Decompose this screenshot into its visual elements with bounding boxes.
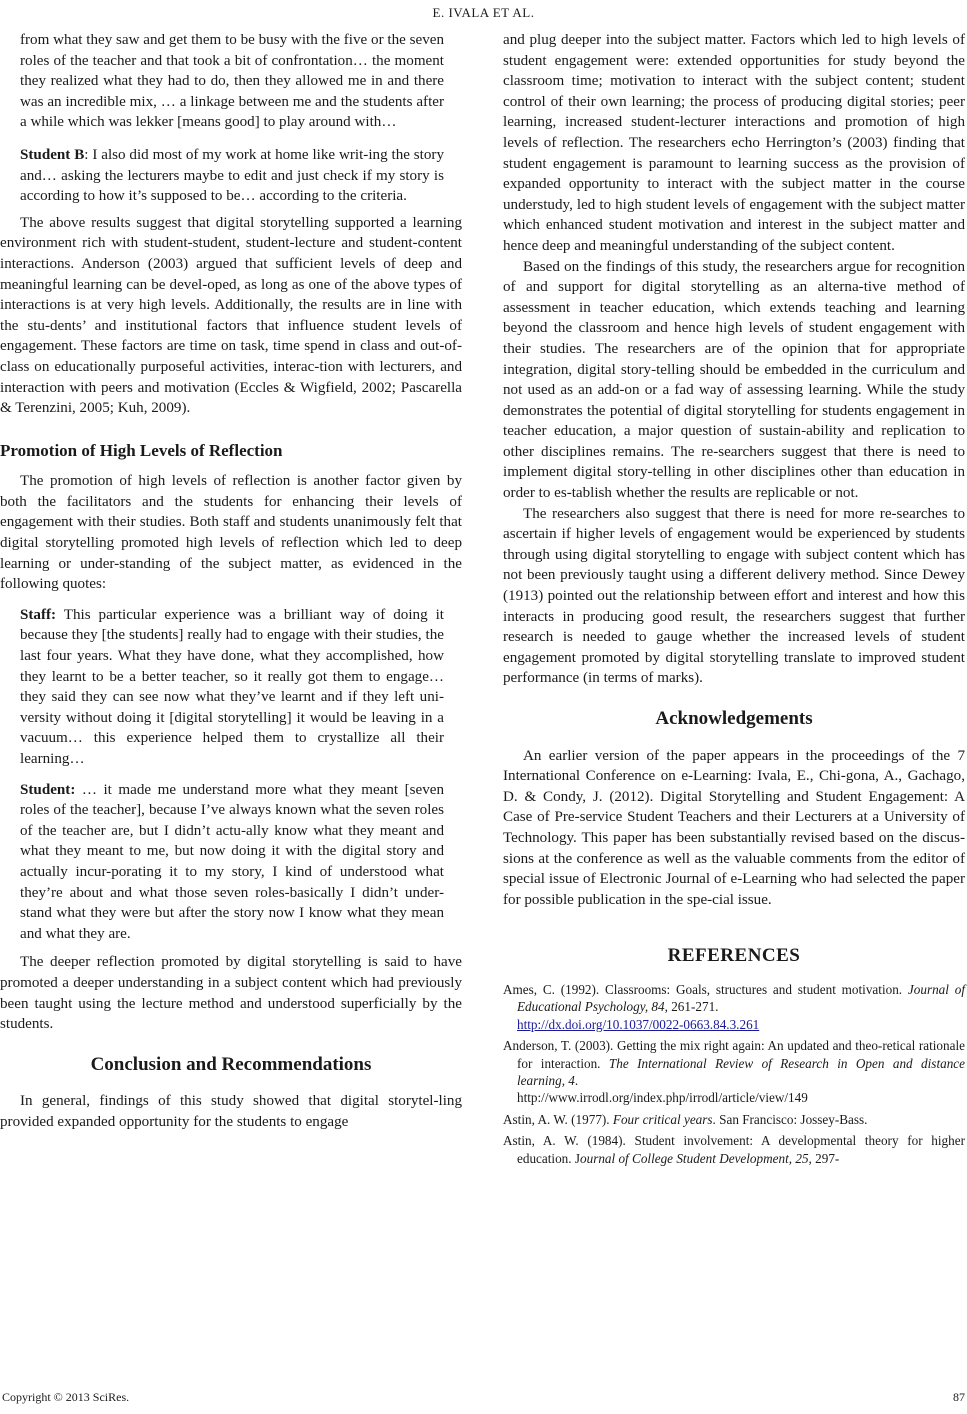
ref-title: Four critical years xyxy=(612,1111,713,1127)
body-paragraph: Based on the findings of this study, the researchers argue for recognition of and support for digital storytelling as an alterna-tive method of assessment in teacher education, which extends teaching and learning beyond the classroom and hence high levels of student engagement with their studies. The researchers are of the opinion that for appropriate integration, digital story-telling should be embedded in the curriculum and not used as an add-on or a fad way of assessing learning. While the study demonstrates the potential of digital storytelling for students engagement in teacher education, a major question of sustain-ability and replication to other disciplines remains. The re-searchers suggest that there is need to implement digital story-telling in other disciplines other than education in order to es-tablish whether the results are replicable or not. xyxy=(503,258,965,502)
body-paragraph: The researchers also suggest that there is need for more re-searches to ascertain if higher levels of engagement would be experienced by students through using digital storytelling to engage with subject content which has not been previously taught using a different delivery method. Since Dewey (1913) pointed out the relationship between effort and interest and how this interacts in producing good result, the researchers suggest that further research is needed to gauge whether the increased levels of student engagement promoted by digital storytelling translate to improved student performance (in terms of marks). xyxy=(503,505,965,687)
quote-speaker: Student: xyxy=(20,781,76,798)
ref-text: . xyxy=(574,1072,579,1088)
ref-text: Astin, A. W. (1977). xyxy=(503,1111,613,1127)
ref-text: Astin, A. W. (1984). Student involvement: A developmental theory for higher education. J xyxy=(503,1133,965,1166)
ref-text: Ames, C. (1992). Classrooms: Goals, structures and student motivation. xyxy=(503,981,908,997)
ref-journal: ournal of College Student Development, 25, xyxy=(580,1150,812,1166)
reference-item xyxy=(503,1111,965,1128)
acknowledgements-text: An earlier version of the paper appears in the proceedings of the 7 International Conference on e-Learning: Ivala, E., Chi-gona, A., Gachago, D. & Condy, J. (2012). Digital Storytelling and Student Engagement: A Case of Pre-service Student Teachers and their Lecturers at a University of Technology. This paper has been substantially revised based on the discus-sions at the conference as well as the valuable comments from the editor of special issue of Electronic Journal of e-Learning who had selected the paper for possible publication in the spe-cial issue. xyxy=(503,747,965,908)
ref-url: http://www.irrodl.org/index.php/irrodl/article/view/149 xyxy=(517,1090,808,1106)
ref-text: . San Francisco: Jossey-Bass. xyxy=(712,1111,868,1127)
section-heading: Promotion of High Levels of Reflection xyxy=(0,440,283,460)
page-number: 87 xyxy=(953,1390,965,1404)
quote-staff xyxy=(0,605,462,770)
body-paragraph: The deeper reflection promoted by digital storytelling is said to have promoted a deeper understanding in a subject content which had previously been taught using the lecture method and understood superficially by the students. xyxy=(0,954,462,1033)
acknowledgements-heading: Acknowledgements xyxy=(655,708,813,729)
references-heading: REFERENCES xyxy=(667,945,801,967)
body-paragraph: The promotion of high levels of reflection is another factor given by both the facilitators and the students for enhancing their levels of engagement with their studies. Both staff and students unanimously felt that digital storytelling promoted high levels of reflection which led to deep learning or under-standing of the subject matter, as evidenced in the following quotes: xyxy=(0,473,462,593)
body-paragraph: In general, findings of this study showed that digital storytel-ling provided expanded opportunity for the students to engage xyxy=(0,1093,462,1130)
running-head: E. IVALA ET AL. xyxy=(432,5,535,20)
body-paragraph: The above results suggest that digital storytelling supported a learning environment rich with student-student, student-lecture and student-content interactions. Anderson (2003) argued that sufficient levels of deep and meaningful learning can be devel-oped, as long as one of the above types of interactions is at very high levels. Additionally, the results are in line with the stu-dents’ and institutional factors that influence student levels of engagement. These factors are time on task, time spend in class and out-of-class on educationally purposeful activities, interac-tion with lecturers, and interaction with peers and motivation (Eccles & Wigfield, 2002; Pascarella & Terenzini, 2005; Kuh, 2009). xyxy=(0,214,462,417)
left-column xyxy=(0,30,462,1133)
ref-journal: Journal of Educational Psychology, 84, xyxy=(517,981,965,1015)
reference-item xyxy=(503,1132,965,1167)
quote-student xyxy=(0,780,462,945)
body-paragraph: and plug deeper into the subject matter. Factors which led to high levels of student engagement were: extended opportunities for study beyond the classroom time; motivation to interact with the subject content; student control of their own learning; the process of producing digital stories; peer learning, increased student-lecturer interactions and promotion of high levels of reflection. The researchers echo Herrington’s (2003) finding that student engagement is paramount to learning success as the provision of expanded opportunity to interact with the subject matter in the course understudy, led to high student levels of engagement with the subject matter which enhanced student motivation and interest in the subject matter and hence deep and meaningful understanding of the subject content. xyxy=(503,32,965,254)
ref-journal: The International Review of Research in Open and distance learning, 4 xyxy=(517,1055,966,1088)
ref-text: 261-271. xyxy=(667,999,719,1015)
quote-speaker: Student B xyxy=(20,146,85,163)
reference-item xyxy=(503,981,965,1033)
quote-continued: from what they saw and get them to be busy with the five or the seven roles of the teacher and that took a bit of confrontation… the moment they realized what they had to do, then they allowed me in and there was an incredible mix, … a linkage between me and the students after a while which was lekker [means good] to play around with… xyxy=(20,32,444,131)
quote-student-b xyxy=(0,145,462,207)
doi-link[interactable]: http://dx.doi.org/10.1037/0022-0663.84.3.261 xyxy=(517,1016,760,1032)
reference-item xyxy=(503,1037,965,1107)
section-heading: Conclusion and Recommendations xyxy=(90,1053,372,1075)
ref-text: Anderson, T. (2003). Getting the mix right again: An updated and theo-retical rationale for interaction. xyxy=(503,1038,965,1071)
quote-text: This particular experience was a brilliant way of doing it because they [the students] really had to engage with their studies, the last four years. What they have done, what they accomplished, how they learnt to be a better teacher, so it really got them to engage… they said they can see now what they’ve learnt and if they left uni-versity without doing it [digital storytelling] it would be leaving in a vacuum… this experience helped them to crystallize all their learning… xyxy=(20,606,444,767)
copyright: Copyright © 2013 SciRes. xyxy=(2,1390,130,1404)
ref-text: 297- xyxy=(811,1150,840,1166)
quote-text: … it made me understand more what they meant [seven roles of the teacher], because I’ve always known what the seven roles of the teacher are, but I didn’t actu-ally know what they meant and what they meant to me, but now doing it with the digital story and actually incur-porating it to my story, I kind of understood what they’re about and what those seven roles-basically I didn’t under-stand what they were but after the story now I know what they mean and what they are. xyxy=(20,781,444,942)
right-column xyxy=(503,30,965,1171)
quote-text: : I also did most of my work at home like writ-ing the story and… asking the lecturers maybe to edit and just check if my story is according to how it’s supposed to be… according to the criteria. xyxy=(20,146,444,205)
quote-speaker: Staff: xyxy=(20,606,57,623)
